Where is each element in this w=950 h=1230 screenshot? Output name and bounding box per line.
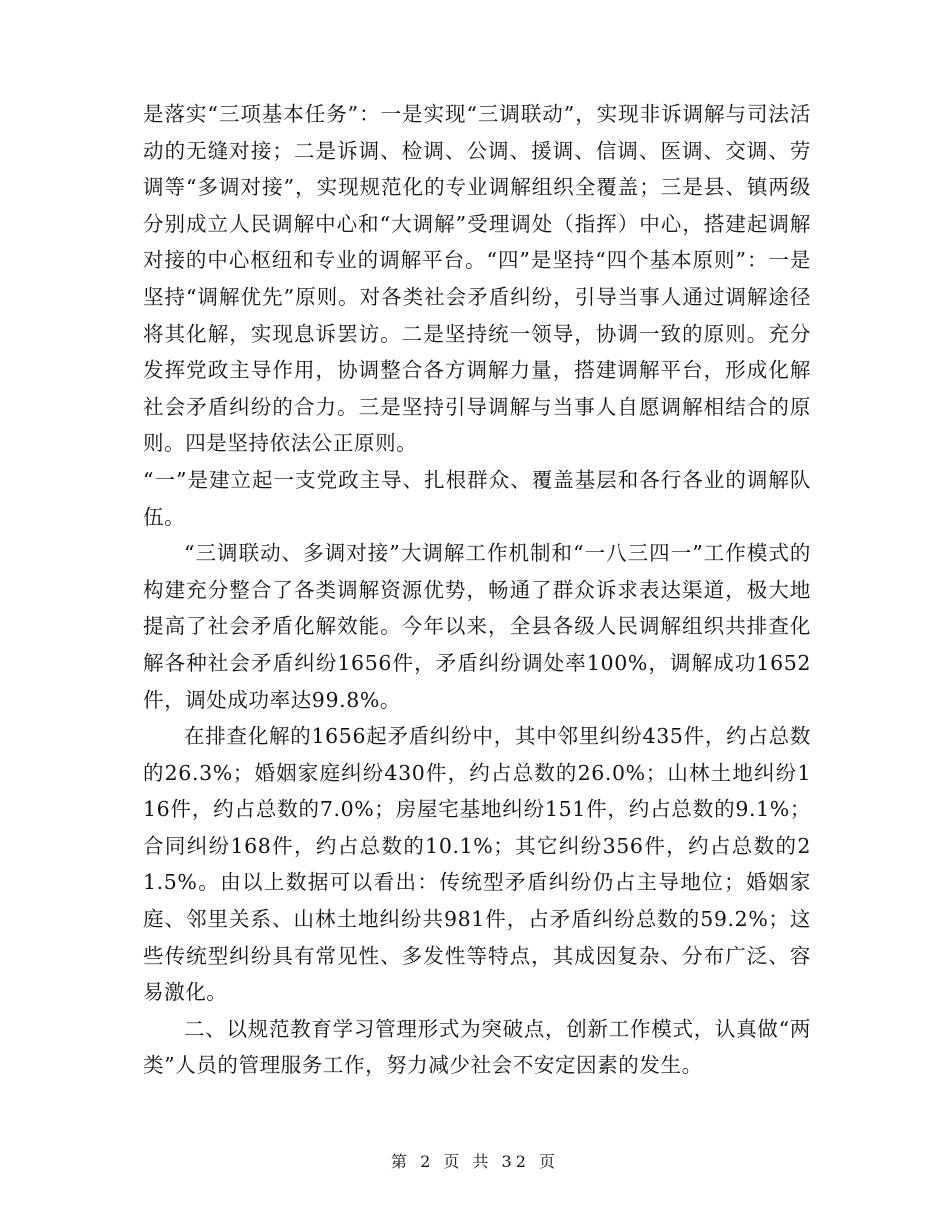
paragraph-mechanism-results: “三调联动、多调对接”大调解工作机制和“一八三四一”工作模式的构建充分整合了各类调解资源优势，畅通了群众诉求表达渠道，极大地提高了社会矛盾化解效能。今年以来，全县各级人民调解组织共排查化解各种社会矛盾纠纷1656件，矛盾纠纷调处率100%，调解成功1652件，调处成功率达99.8%。	[143, 541, 811, 712]
document-body	[143, 96, 811, 1084]
paragraph-mediation-team: “一”是建立起一支党政主导、扎根群众、覆盖基层和各行各业的调解队伍。	[143, 467, 811, 529]
paragraph-section-two-heading: 二、以规范教育学习管理形式为突破点，创新工作模式，认真做“两类”人员的管理服务工作，努力减少社会不安定因素的发生。	[143, 1016, 811, 1078]
paragraph-three-tasks-four-principles: 是落实“三项基本任务”：一是实现“三调联动”，实现非诉调解与司法活动的无缝对接；二是诉调、检调、公调、援调、信调、医调、交调、劳调等“多调对接”，实现规范化的专业调解组织全覆盖；三是县、镇两级分别成立人民调解中心和“大调解”受理调处（指挥）中心，搭建起调解对接的中心枢纽和专业的调解平台。“四”是坚持“四个基本原则”：一是坚持“调解优先”原则。对各类社会矛盾纠纷，引导当事人通过调解途径将其化解，实现息诉罢访。二是坚持统一领导，协调一致的原则。充分发挥党政主导作用，协调整合各方调解力量，搭建调解平台，形成化解社会矛盾纠纷的合力。三是坚持引导调解与当事人自愿调解相结合的原则。四是坚持依法公正原则。	[143, 102, 811, 456]
page-number-footer: 第 2 页 共 32 页	[391, 1152, 559, 1171]
paragraph-dispute-statistics: 在排查化解的1656起矛盾纠纷中，其中邻里纠纷435件，约占总数的26.3%；婚姻家庭纠纷430件，约占总数的26.0%；山林土地纠纷116件，约占总数的7.0%；房屋宅基地纠纷151件，约占总数的9.1%；合同纠纷168件，约占总数的10.1%；其它纠纷356件，约占总数的21.5%。由以上数据可以看出：传统型矛盾纠纷仍占主导地位；婚姻家庭、邻里关系、山林土地纠纷共981件，占矛盾纠纷总数的59.2%；这些传统型纠纷具有常见性、多发性等特点，其成因复杂、分布广泛、容易激化。	[143, 724, 811, 1005]
